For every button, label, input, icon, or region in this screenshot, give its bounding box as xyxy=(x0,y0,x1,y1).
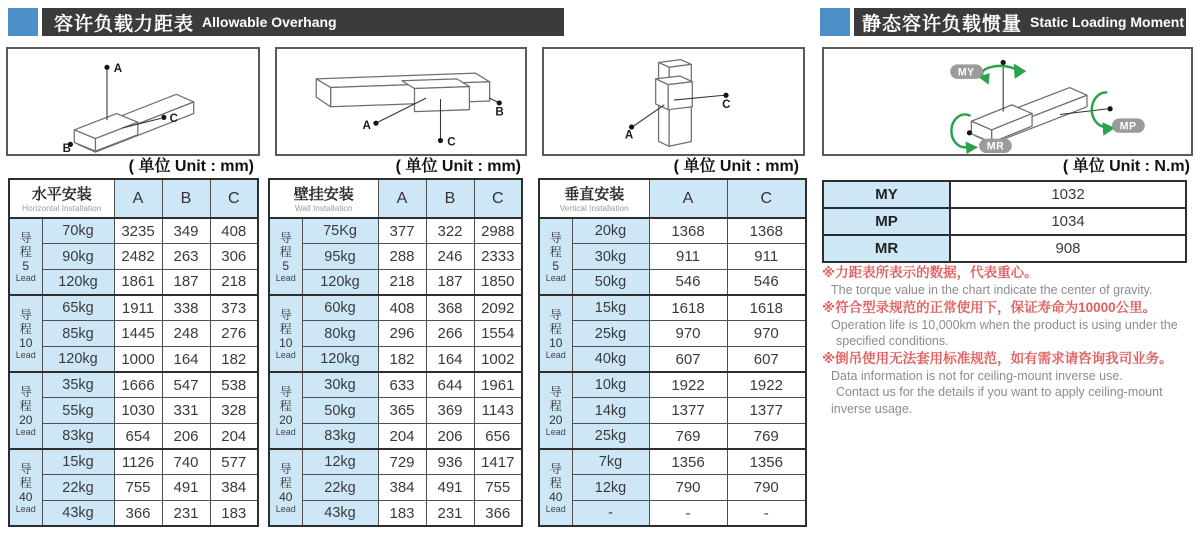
point-label-c: C xyxy=(169,113,178,126)
value-cell: 182 xyxy=(378,346,426,372)
mp-label: MP xyxy=(1119,120,1137,133)
value-cell: 656 xyxy=(474,424,522,450)
notes-block xyxy=(822,264,1198,417)
table-row xyxy=(269,346,522,372)
weight-cell: 25kg xyxy=(572,321,649,347)
value-cell: 1850 xyxy=(474,269,522,295)
lead-group-label: 导 程 40 Lead xyxy=(539,449,572,526)
value-cell: 377 xyxy=(378,218,426,244)
column-header: A xyxy=(378,179,426,218)
rail-isometric-drawing xyxy=(277,49,525,154)
value-cell: 1445 xyxy=(114,321,162,347)
data-table xyxy=(822,180,1187,263)
value-cell: 1377 xyxy=(649,398,727,424)
wall-installation-diagram xyxy=(275,47,527,156)
unit-label-mm-1: ( 单位 Unit : mm) xyxy=(128,158,254,175)
horizontal-installation-table xyxy=(8,178,259,527)
value-cell: 1554 xyxy=(474,321,522,347)
value-cell: 577 xyxy=(210,449,258,475)
rail-isometric-drawing xyxy=(544,49,803,154)
section-header-static-loading-moment xyxy=(854,8,1186,36)
value-cell: 3235 xyxy=(114,218,162,244)
value-cell: 970 xyxy=(649,321,727,347)
rail-isometric-drawing xyxy=(8,49,258,154)
table-title-en: Vertical Installation xyxy=(559,202,629,213)
table-title-zh: 壁挂安装 xyxy=(293,185,354,203)
value-cell: - xyxy=(649,501,727,527)
table-row xyxy=(539,475,806,501)
lead-group-label: 导 程 40 Lead xyxy=(9,449,42,526)
weight-cell: 90kg xyxy=(42,244,114,270)
value-cell: 546 xyxy=(649,269,727,295)
table-row xyxy=(9,501,258,527)
table-row xyxy=(9,449,258,475)
value-cell: 755 xyxy=(114,475,162,501)
weight-cell: 22kg xyxy=(42,475,114,501)
weight-cell: 22kg xyxy=(302,475,378,501)
value-cell: 408 xyxy=(378,295,426,321)
unit-label-mm-3: ( 单位 Unit : mm) xyxy=(673,158,799,175)
weight-cell: 12kg xyxy=(302,449,378,475)
value-cell: 1861 xyxy=(114,269,162,295)
value-cell: 369 xyxy=(426,398,474,424)
wall-installation-table xyxy=(268,178,523,527)
weight-cell: 40kg xyxy=(572,346,649,372)
column-header: B xyxy=(426,179,474,218)
weight-cell: 70kg xyxy=(42,218,114,244)
moment-label: MR xyxy=(823,235,950,262)
weight-cell: 50kg xyxy=(302,398,378,424)
lead-group-label: 导 程 5 Lead xyxy=(539,218,572,295)
value-cell: 2092 xyxy=(474,295,522,321)
value-cell: 206 xyxy=(162,424,210,450)
value-cell: 231 xyxy=(426,501,474,527)
column-header: C xyxy=(727,179,806,218)
unit-label-mm-2: ( 单位 Unit : mm) xyxy=(395,158,521,175)
value-cell: 546 xyxy=(727,269,806,295)
value-cell: 384 xyxy=(378,475,426,501)
table-row xyxy=(823,181,1186,208)
table-row xyxy=(269,398,522,424)
value-cell: 331 xyxy=(162,398,210,424)
column-header: C xyxy=(210,179,258,218)
value-cell: 206 xyxy=(426,424,474,450)
value-cell: 911 xyxy=(649,244,727,270)
section-title-en: Allowable Overhang xyxy=(202,14,337,30)
value-cell: 288 xyxy=(378,244,426,270)
value-cell: 1000 xyxy=(114,346,162,372)
note-zh: ※倒吊使用无法套用标准规范，如有需求请咨询我司业务。 xyxy=(822,350,1173,366)
point-label-c: C xyxy=(447,136,456,149)
value-cell: 2988 xyxy=(474,218,522,244)
value-cell: 182 xyxy=(210,346,258,372)
mr-label: MR xyxy=(986,140,1005,153)
lead-group-label: 导 程 5 Lead xyxy=(9,218,42,295)
point-label-a: A xyxy=(362,119,371,132)
lead-group-label: 导 程 5 Lead xyxy=(269,218,302,295)
value-cell: 349 xyxy=(162,218,210,244)
section-header-allowable-overhang xyxy=(42,8,564,36)
weight-cell: 30kg xyxy=(572,244,649,270)
table-title xyxy=(269,179,378,218)
weight-cell: 35kg xyxy=(42,372,114,398)
weight-cell: 60kg xyxy=(302,295,378,321)
weight-cell: 43kg xyxy=(302,501,378,527)
lead-group-label: 导 程 20 Lead xyxy=(539,372,572,449)
table-title-zh: 水平安装 xyxy=(31,185,92,203)
table-row xyxy=(539,295,806,321)
table-row xyxy=(539,321,806,347)
weight-cell: 83kg xyxy=(302,424,378,450)
value-cell: 248 xyxy=(162,321,210,347)
column-header: C xyxy=(474,179,522,218)
weight-cell: 50kg xyxy=(572,269,649,295)
moment-label: MY xyxy=(823,181,950,208)
weight-cell: 55kg xyxy=(42,398,114,424)
lead-group-label: 导 程 10 Lead xyxy=(539,295,572,372)
weight-cell: - xyxy=(572,501,649,527)
weight-cell: 10kg xyxy=(572,372,649,398)
column-header: B xyxy=(162,179,210,218)
weight-cell: 120kg xyxy=(302,269,378,295)
value-cell: 204 xyxy=(210,424,258,450)
value-cell: 218 xyxy=(378,269,426,295)
value-cell: 373 xyxy=(210,295,258,321)
value-cell: 183 xyxy=(378,501,426,527)
value-cell: 296 xyxy=(378,321,426,347)
value-cell: 1126 xyxy=(114,449,162,475)
value-cell: 1911 xyxy=(114,295,162,321)
value-cell: 644 xyxy=(426,372,474,398)
table-row xyxy=(269,269,522,295)
weight-cell: 12kg xyxy=(572,475,649,501)
table-row xyxy=(539,372,806,398)
value-cell: 491 xyxy=(426,475,474,501)
data-table xyxy=(538,178,807,527)
value-cell: 231 xyxy=(162,501,210,527)
weight-cell: 80kg xyxy=(302,321,378,347)
table-row xyxy=(9,372,258,398)
lead-group-label: 导 程 20 Lead xyxy=(269,372,302,449)
value-cell: - xyxy=(727,501,806,527)
value-cell: 366 xyxy=(474,501,522,527)
value-cell: 187 xyxy=(162,269,210,295)
point-label-c: C xyxy=(722,98,731,111)
table-row xyxy=(9,346,258,372)
table-row xyxy=(539,449,806,475)
weight-cell: 95kg xyxy=(302,244,378,270)
value-cell: 1961 xyxy=(474,372,522,398)
table-title-zh: 垂直安装 xyxy=(564,185,625,203)
value-cell: 790 xyxy=(649,475,727,501)
value-cell: 607 xyxy=(649,346,727,372)
section-title-zh: 容许负载力距表 xyxy=(54,13,195,35)
table-row xyxy=(269,449,522,475)
table-row xyxy=(823,235,1186,262)
note-en: Data information is not for ceiling-mount inverse use. xyxy=(831,368,1123,383)
table-title-en: Horizontal Installation xyxy=(22,202,102,213)
point-label-a: A xyxy=(624,129,634,142)
data-table xyxy=(8,178,259,527)
table-row xyxy=(9,269,258,295)
table-row xyxy=(9,295,258,321)
weight-cell: 120kg xyxy=(42,269,114,295)
value-cell: 740 xyxy=(162,449,210,475)
value-cell: 306 xyxy=(210,244,258,270)
table-row xyxy=(539,346,806,372)
value-cell: 408 xyxy=(210,218,258,244)
note-en: inverse usage. xyxy=(831,401,913,416)
value-cell: 654 xyxy=(114,424,162,450)
value-cell: 769 xyxy=(727,424,806,450)
value-cell: 263 xyxy=(162,244,210,270)
value-cell: 1922 xyxy=(649,372,727,398)
value-cell: 491 xyxy=(162,475,210,501)
table-title xyxy=(9,179,114,218)
table-row xyxy=(823,208,1186,235)
table-row xyxy=(269,475,522,501)
value-cell: 1368 xyxy=(649,218,727,244)
column-header: A xyxy=(114,179,162,218)
weight-cell: 83kg xyxy=(42,424,114,450)
value-cell: 368 xyxy=(426,295,474,321)
value-cell: 1666 xyxy=(114,372,162,398)
table-row xyxy=(9,424,258,450)
point-label-b: B xyxy=(495,106,504,119)
note-zh: ※力距表所表示的数据，代表重心。 xyxy=(822,265,1038,280)
value-cell: 322 xyxy=(426,218,474,244)
weight-cell: 15kg xyxy=(572,295,649,321)
value-cell: 366 xyxy=(114,501,162,527)
weight-cell: 120kg xyxy=(42,346,114,372)
moment-value: 908 xyxy=(950,235,1186,262)
value-cell: 204 xyxy=(378,424,426,450)
table-title-en: Wall Installation xyxy=(294,202,353,213)
lead-group-label: 导 程 20 Lead xyxy=(9,372,42,449)
value-cell: 1143 xyxy=(474,398,522,424)
value-cell: 218 xyxy=(210,269,258,295)
value-cell: 1618 xyxy=(649,295,727,321)
table-row xyxy=(269,501,522,527)
table-row xyxy=(9,218,258,244)
table-row xyxy=(269,424,522,450)
table-row xyxy=(539,244,806,270)
value-cell: 187 xyxy=(426,269,474,295)
weight-cell: 7kg xyxy=(572,449,649,475)
table-row xyxy=(539,501,806,527)
value-cell: 266 xyxy=(426,321,474,347)
value-cell: 164 xyxy=(162,346,210,372)
value-cell: 1417 xyxy=(474,449,522,475)
value-cell: 769 xyxy=(649,424,727,450)
value-cell: 338 xyxy=(162,295,210,321)
table-row xyxy=(539,424,806,450)
value-cell: 246 xyxy=(426,244,474,270)
note-en: Contact us for the details if you want to apply ceiling-mount xyxy=(836,385,1163,399)
moment-value: 1034 xyxy=(950,208,1186,235)
value-cell: 936 xyxy=(426,449,474,475)
table-row xyxy=(539,398,806,424)
header-accent-square-left xyxy=(8,8,38,36)
value-cell: 911 xyxy=(727,244,806,270)
header-accent-square-right xyxy=(820,8,850,36)
my-label: MY xyxy=(957,66,975,79)
value-cell: 365 xyxy=(378,398,426,424)
moment-isometric-drawing xyxy=(824,49,1191,154)
table-row xyxy=(539,218,806,244)
vertical-installation-diagram xyxy=(542,47,805,156)
lead-group-label: 导 程 10 Lead xyxy=(269,295,302,372)
weight-cell: 15kg xyxy=(42,449,114,475)
value-cell: 384 xyxy=(210,475,258,501)
static-loading-moment-diagram xyxy=(822,47,1193,156)
lead-group-label: 导 程 40 Lead xyxy=(269,449,302,526)
value-cell: 538 xyxy=(210,372,258,398)
point-label-b: B xyxy=(62,143,72,154)
value-cell: 183 xyxy=(210,501,258,527)
table-row xyxy=(9,321,258,347)
value-cell: 607 xyxy=(727,346,806,372)
horizontal-installation-diagram xyxy=(6,47,260,156)
unit-label-nm: ( 单位 Unit : N.m) xyxy=(1062,158,1190,175)
vertical-installation-table xyxy=(538,178,807,527)
value-cell: 1922 xyxy=(727,372,806,398)
table-row xyxy=(269,218,522,244)
table-row xyxy=(269,295,522,321)
value-cell: 729 xyxy=(378,449,426,475)
note-zh: ※符合型录规范的正常使用下，保证寿命为10000公里。 xyxy=(822,299,1157,315)
weight-cell: 65kg xyxy=(42,295,114,321)
value-cell: 328 xyxy=(210,398,258,424)
value-cell: 1030 xyxy=(114,398,162,424)
table-row xyxy=(9,398,258,424)
value-cell: 970 xyxy=(727,321,806,347)
moment-label: MP xyxy=(823,208,950,235)
value-cell: 164 xyxy=(426,346,474,372)
note-en: Operation life is 10,000km when the product is using under the xyxy=(831,317,1178,332)
value-cell: 1002 xyxy=(474,346,522,372)
table-row xyxy=(9,244,258,270)
note-en: The torque value in the chart indicate the center of gravity. xyxy=(831,283,1153,297)
weight-cell: 20kg xyxy=(572,218,649,244)
table-row xyxy=(539,269,806,295)
section-title-en: Static Loading Moment xyxy=(1030,14,1185,30)
data-table xyxy=(268,178,523,527)
table-row xyxy=(269,321,522,347)
table-title xyxy=(539,179,649,218)
value-cell: 633 xyxy=(378,372,426,398)
value-cell: 1368 xyxy=(727,218,806,244)
note-en: specified conditions. xyxy=(836,334,949,348)
weight-cell: 25kg xyxy=(572,424,649,450)
weight-cell: 120kg xyxy=(302,346,378,372)
weight-cell: 85kg xyxy=(42,321,114,347)
weight-cell: 14kg xyxy=(572,398,649,424)
section-title-zh: 静态容许负载惯量 xyxy=(862,13,1023,35)
value-cell: 276 xyxy=(210,321,258,347)
value-cell: 2482 xyxy=(114,244,162,270)
value-cell: 547 xyxy=(162,372,210,398)
value-cell: 2333 xyxy=(474,244,522,270)
point-label-a: A xyxy=(113,63,123,76)
value-cell: 1618 xyxy=(727,295,806,321)
column-header: A xyxy=(649,179,727,218)
value-cell: 1356 xyxy=(649,449,727,475)
value-cell: 1356 xyxy=(727,449,806,475)
table-row xyxy=(269,244,522,270)
weight-cell: 75Kg xyxy=(302,218,378,244)
value-cell: 790 xyxy=(727,475,806,501)
static-loading-moment-table xyxy=(822,180,1187,263)
moment-value: 1032 xyxy=(950,181,1186,208)
weight-cell: 30kg xyxy=(302,372,378,398)
lead-group-label: 导 程 10 Lead xyxy=(9,295,42,372)
value-cell: 1377 xyxy=(727,398,806,424)
table-row xyxy=(9,475,258,501)
weight-cell: 43kg xyxy=(42,501,114,527)
table-row xyxy=(269,372,522,398)
value-cell: 755 xyxy=(474,475,522,501)
